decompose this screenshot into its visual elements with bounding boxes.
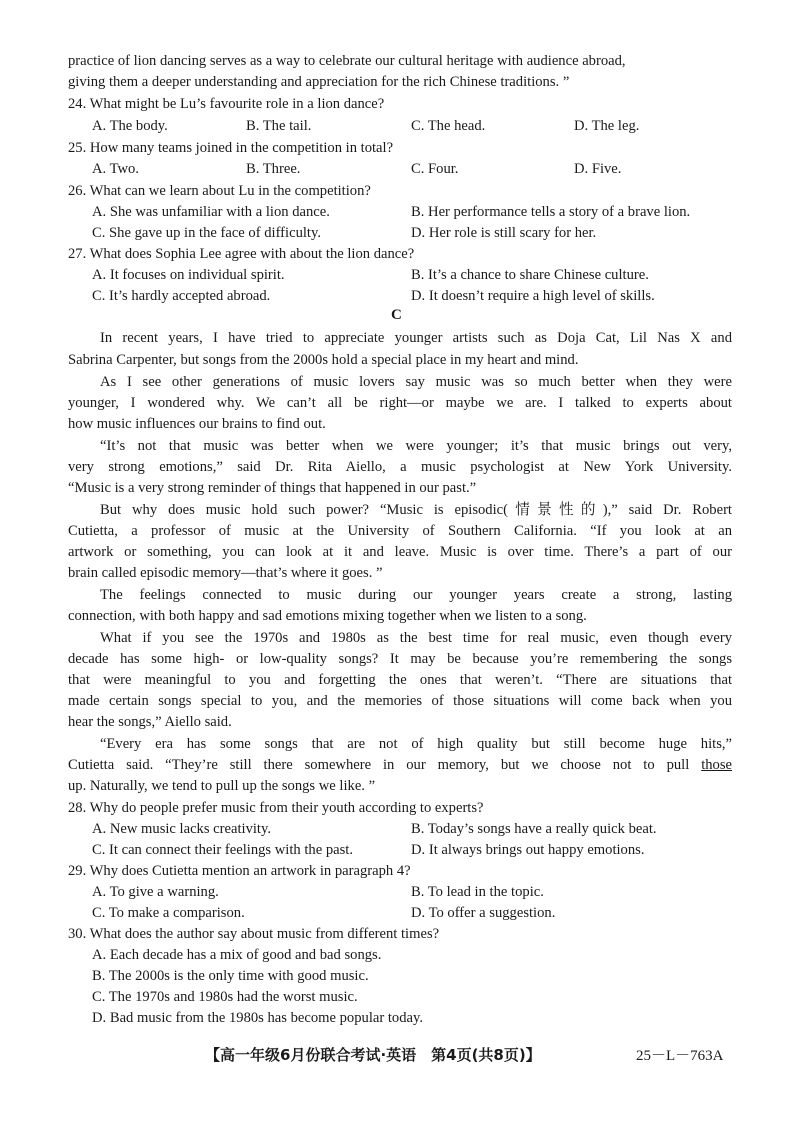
passage-c-p5-line-2: connection, with both happy and sad emotions mixing together when we listen to a song. xyxy=(68,608,587,624)
question-24-option-d: D. The leg. xyxy=(574,118,640,134)
passage-c-p6-line-1: What if you see the 1970s and 1980s as the best time for real music, even though every xyxy=(100,630,732,646)
page-footer-code: 25－L－763A xyxy=(636,1048,724,1064)
section-c-heading: C xyxy=(391,307,402,323)
question-27-stem: 27. What does Sophia Lee agree with about the lion dance? xyxy=(68,246,415,262)
question-25-option-a: A. Two. xyxy=(92,161,139,177)
question-29-option-b: B. To lead in the topic. xyxy=(411,884,544,900)
passage-c-p7-line-3: up. Naturally, we tend to pull up the songs we like. ” xyxy=(68,778,376,794)
question-30-stem: 30. What does the author say about music from different times? xyxy=(68,926,440,942)
question-26-stem: 26. What can we learn about Lu in the competition? xyxy=(68,183,371,199)
passage-c-p2-line-2: younger, I wondered why. We can’t all be right—or maybe we are. I talked to experts about xyxy=(68,395,732,411)
question-28-option-c: C. It can connect their feelings with the past. xyxy=(92,842,353,858)
passage-c-p6-line-4: made certain songs special to you, and the memories of those situations will come back when you xyxy=(68,693,732,709)
question-28-option-d: D. It always brings out happy emotions. xyxy=(411,842,645,858)
question-29-stem: 29. Why does Cutietta mention an artwork in paragraph 4? xyxy=(68,863,411,879)
passage-c-p5-line-1: The feelings connected to music during our younger years create a strong, lasting xyxy=(100,587,732,603)
question-24-option-b: B. The tail. xyxy=(246,118,312,134)
passage-c-p6-line-3: that were meaningful to you and forgetting the ones that weren’t. “There are situations that xyxy=(68,672,732,688)
passage-c-p7-line-1: “Every era has some songs that are not of high quality but still become huge hits,” xyxy=(100,736,732,752)
passage-c-p6-line-5: hear the songs,” Aiello said. xyxy=(68,714,232,730)
question-30-option-a: A. Each decade has a mix of good and bad songs. xyxy=(92,947,382,963)
passage-c-p2-line-3: how music influences our brains to find out. xyxy=(68,416,326,432)
question-24-option-a: A. The body. xyxy=(92,118,168,134)
passage-c-p4-line-2: Cutietta, a professor of music at the University of Southern California. “If you look at an xyxy=(68,523,732,539)
passage-c-p3-line-3: “Music is a very strong reminder of things that happened in our past.” xyxy=(68,480,477,496)
passage-b-line-2: giving them a deeper understanding and appreciation for the rich Chinese traditions. ” xyxy=(68,74,570,90)
question-28-option-b: B. Today’s songs have a really quick beat. xyxy=(411,821,657,837)
question-26-option-d: D. Her role is still scary for her. xyxy=(411,225,597,241)
question-26-option-c: C. She gave up in the face of difficulty. xyxy=(92,225,321,241)
question-27-option-c: C. It’s hardly accepted abroad. xyxy=(92,288,271,304)
question-25-option-d: D. Five. xyxy=(574,161,622,177)
question-27-option-d: D. It doesn’t require a high level of skills. xyxy=(411,288,655,304)
passage-b-line-1: practice of lion dancing serves as a way to celebrate our cultural heritage with audience abroad, xyxy=(68,53,626,69)
passage-c-p1-line-2: Sabrina Carpenter, but songs from the 2000s hold a special place in my heart and mind. xyxy=(68,352,579,368)
passage-c-p7-line-2-text: Cutietta said. “They’re still there somewhere in our memory, but we choose not to pull xyxy=(68,757,690,773)
question-25-option-b: B. Three. xyxy=(246,161,301,177)
passage-c-p3-line-2: very strong emotions,” said Dr. Rita Aiello, a music psychologist at New York University. xyxy=(68,459,732,475)
question-24-stem: 24. What might be Lu’s favourite role in a lion dance? xyxy=(68,96,385,112)
question-27-option-a: A. It focuses on individual spirit. xyxy=(92,267,285,283)
page-footer-title: 【高一年级6月份联合考试·英语 第4页(共8页)】 xyxy=(205,1046,541,1064)
question-30-option-b: B. The 2000s is the only time with good music. xyxy=(92,968,369,984)
question-25-option-c: C. Four. xyxy=(411,161,459,177)
underlined-word-those: those xyxy=(701,757,733,773)
passage-c-p4-line-4: brain called episodic memory—that’s where it goes. ” xyxy=(68,565,383,581)
passage-c-p3-line-1: “It’s not that music was better when we were younger; it’s that music brings out very, xyxy=(100,438,732,454)
passage-c-p2-line-1: As I see other generations of music lovers say music was so much better when they were xyxy=(100,374,732,390)
passage-c-p4-line-1: But why does music hold such power? “Music is episodic(情景性的),” said Dr. Robert xyxy=(100,502,732,518)
passage-c-p4-line-3: artwork or something, you can look at it and leave. Music is over time. There’s a part of our xyxy=(68,544,732,560)
question-26-option-a: A. She was unfamiliar with a lion dance. xyxy=(92,204,330,220)
question-29-option-a: A. To give a warning. xyxy=(92,884,219,900)
question-28-option-a: A. New music lacks creativity. xyxy=(92,821,271,837)
question-30-option-d: D. Bad music from the 1980s has become popular today. xyxy=(92,1010,423,1026)
passage-c-p6-line-2: decade has some high- or low-quality songs? It may be because you’re remembering the songs xyxy=(68,651,732,667)
question-29-option-d: D. To offer a suggestion. xyxy=(411,905,556,921)
question-26-option-b: B. Her performance tells a story of a brave lion. xyxy=(411,204,691,220)
question-25-stem: 25. How many teams joined in the competition in total? xyxy=(68,140,394,156)
passage-c-p1-line-1: In recent years, I have tried to appreciate younger artists such as Doja Cat, Lil Nas X and xyxy=(100,330,732,346)
question-24-option-c: C. The head. xyxy=(411,118,486,134)
question-28-stem: 28. Why do people prefer music from their youth according to experts? xyxy=(68,800,484,816)
question-29-option-c: C. To make a comparison. xyxy=(92,905,245,921)
passage-c-p7-line-2 xyxy=(68,756,732,774)
question-27-option-b: B. It’s a chance to share Chinese culture. xyxy=(411,267,649,283)
question-30-option-c: C. The 1970s and 1980s had the worst music. xyxy=(92,989,358,1005)
